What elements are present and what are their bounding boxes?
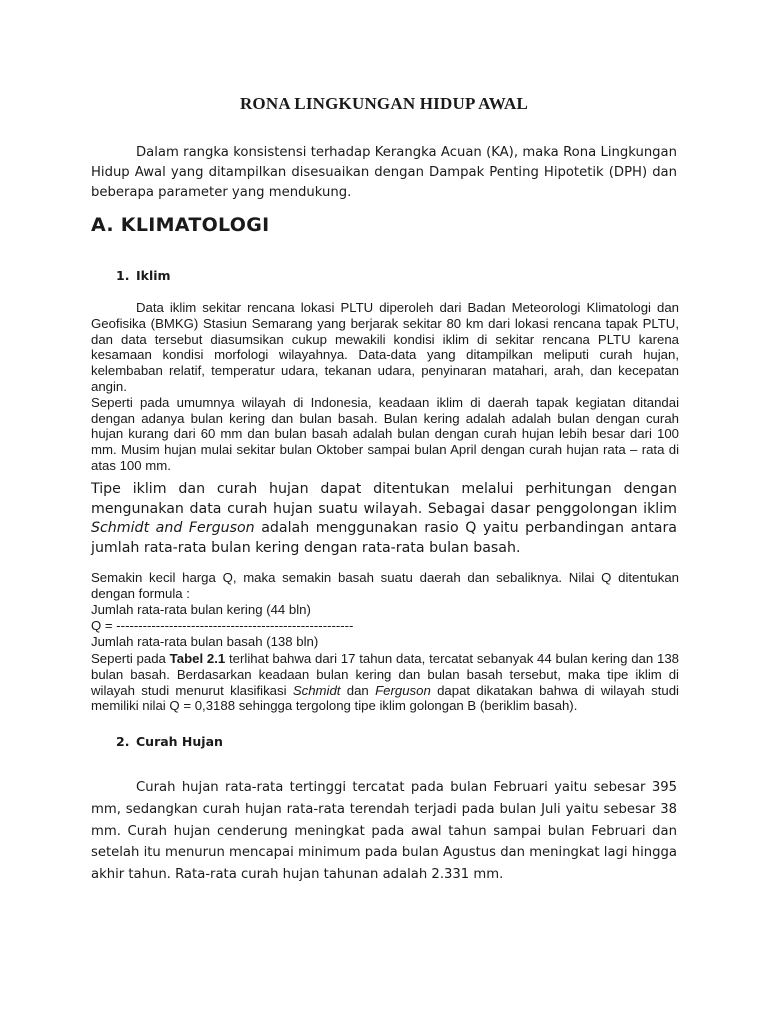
subheading-number: 1. xyxy=(116,268,130,283)
seperti-italic-1: Schmidt xyxy=(292,682,341,698)
formula-numerator: Jumlah rata-rata bulan kering (44 bln) xyxy=(91,602,311,617)
seperti-text-b: terlihat bahwa dari 17 tahun data, tercatat sebanyak 44 bulan kering dan 138 bulan basah. Berdasarkan keadaan bulan kering dan bulan basah tersebut, maka tipe iklim di wilayah studi menurut klasifikasi xyxy=(91,651,680,698)
seperti-text-a: Seperti pada xyxy=(91,651,170,666)
subheading-label: Iklim xyxy=(136,268,171,283)
seperti-italic-2: Ferguson xyxy=(375,682,431,698)
tabel-reference: Tabel 2.1 xyxy=(169,651,226,666)
subheading-number: 2. xyxy=(116,734,130,749)
tipe-text-a: Tipe iklim dan curah hujan dapat ditentukan melalui perhitungan dengan mengunakan data curah hujan suatu wilayah. Sebagai dasar penggolongan iklim xyxy=(91,481,677,517)
tipe-text-b: adalah menggunakan rasio Q yaitu perbandingan antara jumlah rata-rata bulan kering dengan rata-rata bulan basah. xyxy=(91,520,677,556)
iklim-text-block xyxy=(91,300,679,474)
page-title: RONA LINGKUNGAN HIDUP AWAL xyxy=(239,94,529,113)
subheading-iklim xyxy=(116,268,171,283)
formula-q-line: Q = ------------------------------------------------------ xyxy=(91,618,354,633)
tipe-text-italic: Schmidt and Ferguson xyxy=(91,520,255,536)
iklim-paragraph-2: Seperti pada umumnya wilayah di Indonesia, keadaan iklim di daerah tapak kegiatan ditandai dengan adanya bulan kering dan bulan basah. Bulan kering adalah adalah bulan dengan curah hujan kurang dari 60 mm dan bulan basah adalah bulan dengan curah hujan lebih besar dari 100 mm. Musim hujan mulai sekitar bulan Oktober sampai bulan April dengan curah hujan rata – rata di atas 100 mm. xyxy=(91,394,679,473)
subheading-curah-hujan xyxy=(116,734,223,749)
intro-paragraph: Dalam rangka konsistensi terhadap Kerangka Acuan (KA), maka Rona Lingkungan Hidup Awal yang ditampilkan disesuaikan dengan Dampak Penting Hipotetik (DPH) dan beberapa parameter yang mendukung. xyxy=(91,145,677,200)
section-heading-klimatologi: A. KLIMATOLOGI xyxy=(91,214,270,236)
tipe-iklim-paragraph xyxy=(91,480,677,558)
seperti-paragraph xyxy=(91,651,679,714)
iklim-paragraph-1: Data iklim sekitar rencana lokasi PLTU diperoleh dari Badan Meteorologi Klimatologi dan Geofisika (BMKG) Stasiun Semarang yang berjarak sekitar 80 km dari lokasi rencana tapak PLTU, dan data tersebut diasumsikan cukup mewakili kondisi iklim di sekitar rencana PLTU karena kesamaan kondisi morfologi wilayahnya. Data-data yang ditampilkan meliputi curah hujan, kelembaban relatif, temperatur udara, tekanan udara, penyinaran matahari, arah, dan kecepatan angin. xyxy=(91,300,679,394)
semakin-paragraph: Semakin kecil harga Q, maka semakin basah suatu daerah dan sebaliknya. Nilai Q ditentukan dengan formula : xyxy=(91,570,679,601)
curah-hujan-paragraph: Curah hujan rata-rata tertinggi tercatat pada bulan Februari yaitu sebesar 395 mm, sedangkan curah hujan rata-rata terendah terjadi pada bulan Juli yaitu sebesar 38 mm. Curah hujan cenderung meningkat pada awal tahun sampai bulan Februari dan setelah itu menurun mencapai minimum pada bulan Agustus dan meningkat lagi hingga akhir tahun. Rata-rata curah hujan tahunan adalah 2.331 mm. xyxy=(91,780,677,883)
seperti-text-d: dapat dikatakan bahwa di wilayah studi memiliki nilai Q = 0,3188 sehingga tergolong tipe iklim golongan B (beriklim basah). xyxy=(91,682,679,714)
seperti-text-c: dan xyxy=(340,682,376,698)
formula-denominator: Jumlah rata-rata bulan basah (138 bln) xyxy=(91,634,319,649)
subheading-label: Curah Hujan xyxy=(136,734,223,749)
